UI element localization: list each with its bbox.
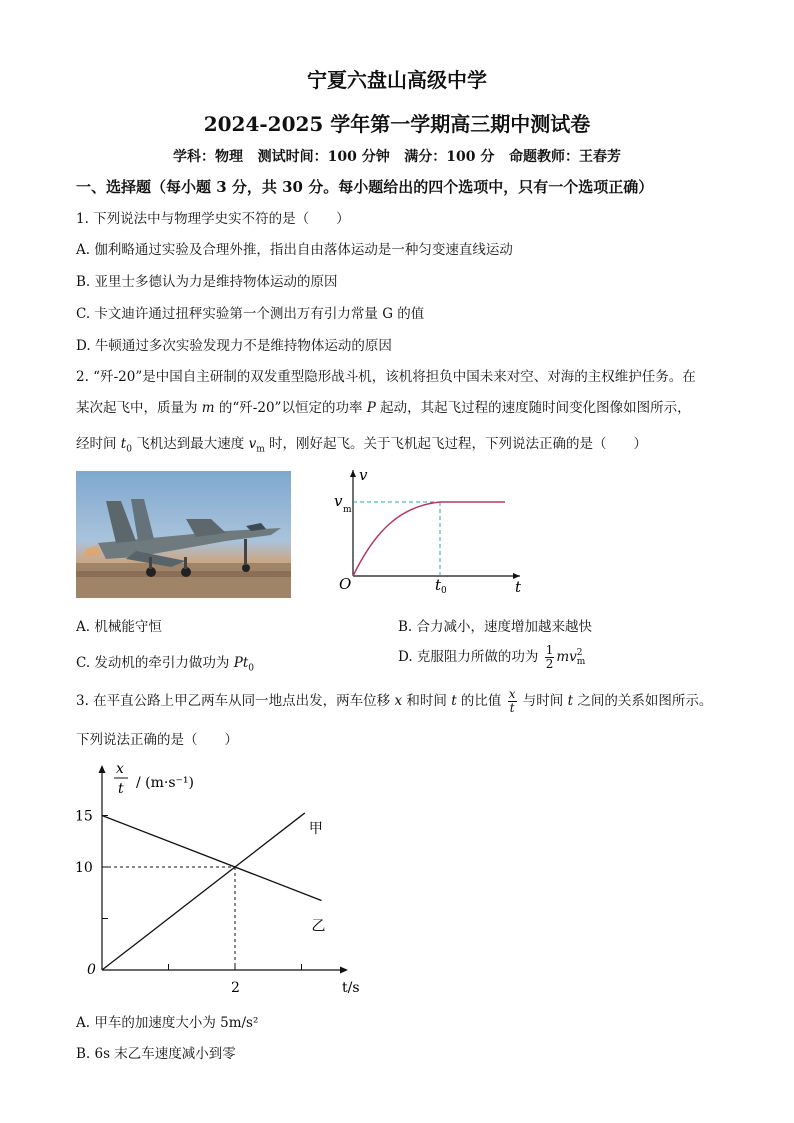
q2-line3: 经时间 $t_0$ 飞机达到最大速度 $v_m$ 时，刚好起飞。关于飞机起飞过程，下列说法正确的是（ ） (76, 436, 648, 455)
t0-label: t (435, 576, 442, 594)
q1-option-c: C. 卡文迪许通过扭秤实验第一个测出万有引力常量 G 的值 (76, 306, 425, 322)
q3-option-a: A. 甲车的加速度大小为 5m/s² (76, 1015, 259, 1031)
q2-option-b: B. 合力减小，速度增加越来越快 (398, 619, 593, 635)
q1-option-d: D. 牛顿通过多次实验发现力不是维持物体运动的原因 (76, 338, 392, 354)
xt-xlabel: t/s (342, 980, 360, 996)
q2-option-c: C. 发动机的牵引力做功为 $Pt_0$ (76, 655, 254, 674)
q3-line1: 3. 在平直公路上甲乙两车从同一地点出发，两车位移 x 和时间 t 的比值 $\frac{x}{t}$ 与时间 t 之间的关系如图所示。 (76, 687, 713, 715)
xt-chart (70, 760, 370, 1000)
q3-option-b: B. 6s 末乙车速度减小到零 (76, 1046, 236, 1062)
xt-ylabel-den: t (118, 781, 124, 797)
exam-meta: 学科：物理 测试时间：100 分钟 满分：100 分 命题教师：王春芳 (172, 149, 622, 165)
q1-stem: 1. 下列说法中与物理学史实不符的是（ ） (76, 211, 350, 227)
xt-ylabel-num: x (116, 761, 124, 777)
series-jia-label: 甲 (308, 820, 323, 837)
q1-option-a: A. 伽利略通过实验及合理外推，指出自由落体运动是一种匀变速直线运动 (76, 242, 513, 258)
xt-y-tick-label: 10 (75, 860, 93, 876)
vm-label: v (334, 492, 343, 510)
q2-option-a: A. 机械能守恒 (76, 619, 162, 635)
series-jia-line (102, 813, 305, 970)
series-yi-label: 乙 (311, 918, 326, 935)
velocity-curve (353, 502, 505, 576)
q1-option-b: B. 亚里士多德认为力是维持物体运动的原因 (76, 274, 338, 290)
q3-line2: 下列说法正确的是（ ） (76, 732, 238, 748)
xt-x-tick-label: 2 (231, 980, 240, 996)
vt-y-label: v (359, 466, 368, 484)
fighter-jet-photo (76, 471, 291, 598)
q2-option-d: D. 克服阻力所做的功为 $\frac{1}{2}$ mv 2 m (398, 643, 586, 671)
xt-y-arrow (99, 765, 106, 773)
t0-sub-label: 0 (441, 586, 447, 594)
xt-ylabel-unit: / (m·s⁻¹) (136, 775, 195, 791)
q2-line2: 某次起飞中，质量为 m 的“歼-20”以恒定的功率 P 起动，其起飞过程的速度随时间变化图像如图所示， (76, 400, 691, 416)
vt-origin-label: O (339, 575, 352, 593)
vt-x-label: t (515, 578, 522, 594)
q2-line1: 2. “歼-20”是中国自主研制的双发重型隐形战斗机，该机将担负中国未来对空、对海的主权维护任务。在 (76, 369, 696, 385)
vm-sub-label: m (343, 505, 352, 515)
section-heading: 一、选择题（每小题 3 分，共 30 分。每小题给出的四个选项中，只有一个选项正确） (76, 178, 654, 196)
school-title: 宁夏六盘山高级中学 (307, 68, 487, 92)
v-t-graph (330, 466, 530, 594)
exam-title: 2024-2025 学年第一学期高三期中测试卷 (203, 112, 591, 136)
xt-x-arrow (340, 967, 348, 974)
xt-y-tick-label: 15 (75, 808, 93, 825)
xt-origin-label: 0 (87, 962, 96, 978)
series-yi-line (102, 816, 321, 901)
